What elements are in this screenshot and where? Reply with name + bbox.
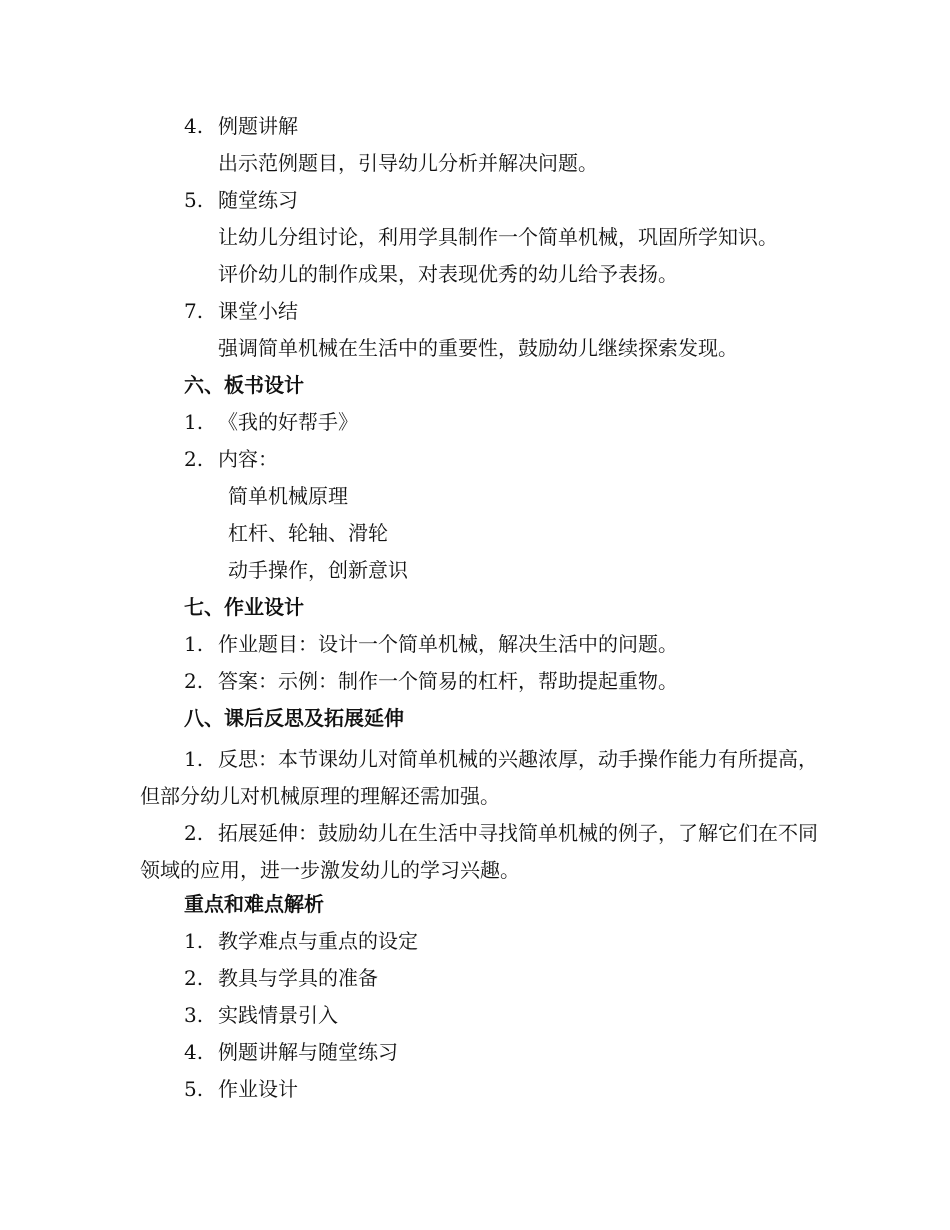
list-number: 4. <box>184 1040 204 1064</box>
section-heading-reflection: 八、课后反思及拓展延伸 <box>184 706 404 730</box>
board-content-line: 简单机械原理 <box>228 484 348 508</box>
extension-paragraph <box>140 815 820 889</box>
list-number: 2. <box>184 669 204 693</box>
list-item <box>184 1001 338 1029</box>
paragraph-text: 反思：本节课幼儿对简单机械的兴趣浓厚，动手操作能力有所提高，但部分幼儿对机械原理的理解还需加强。 <box>140 747 818 808</box>
step-7-title <box>184 297 298 325</box>
list-number: 5. <box>184 1077 204 1101</box>
list-item <box>184 408 358 436</box>
list-item <box>184 1038 398 1066</box>
list-text: 教学难点与重点的设定 <box>218 929 418 953</box>
step-4-body: 出示范例题目，引导幼儿分析并解决问题。 <box>218 151 598 175</box>
list-text: 课堂小结 <box>218 299 298 323</box>
list-number: 7. <box>184 299 204 323</box>
list-text: 答案：示例：制作一个简易的杠杆，帮助提起重物。 <box>218 669 678 693</box>
list-item <box>184 667 678 695</box>
list-text: 教具与学具的准备 <box>218 966 378 990</box>
list-text: 内容： <box>218 447 278 471</box>
list-text: 例题讲解 <box>218 114 298 138</box>
list-number: 2. <box>184 447 204 471</box>
step-5-body-1: 让幼儿分组讨论，利用学具制作一个简单机械，巩固所学知识。 <box>218 225 778 249</box>
list-number: 1. <box>184 929 204 953</box>
list-text: 《我的好帮手》 <box>218 410 358 434</box>
section-heading-board-design: 六、板书设计 <box>184 373 304 397</box>
section-heading-homework: 七、作业设计 <box>184 595 304 619</box>
list-text: 作业题目：设计一个简单机械，解决生活中的问题。 <box>218 632 678 656</box>
paragraph-text: 拓展延伸：鼓励幼儿在生活中寻找简单机械的例子，了解它们在不同领域的应用，进一步激发幼儿的学习兴趣。 <box>140 821 818 882</box>
step-4-title <box>184 112 298 140</box>
list-item <box>184 927 418 955</box>
list-number: 5. <box>184 188 204 212</box>
list-number: 1. <box>184 632 204 656</box>
board-content-line: 杠杆、轮轴、滑轮 <box>228 521 388 545</box>
step-5-body-2: 评价幼儿的制作成果，对表现优秀的幼儿给予表扬。 <box>218 262 678 286</box>
list-text: 随堂练习 <box>218 188 298 212</box>
section-heading-key-points: 重点和难点解析 <box>184 892 324 916</box>
list-number: 2. <box>184 821 204 845</box>
list-text: 实践情景引入 <box>218 1003 338 1027</box>
list-number: 4. <box>184 114 204 138</box>
board-content-line: 动手操作，创新意识 <box>228 558 408 582</box>
list-item <box>184 1075 298 1103</box>
list-number: 1. <box>184 410 204 434</box>
list-number: 2. <box>184 966 204 990</box>
step-5-title <box>184 186 298 214</box>
list-item <box>184 445 278 473</box>
step-7-body: 强调简单机械在生活中的重要性，鼓励幼儿继续探索发现。 <box>218 336 738 360</box>
list-number: 3. <box>184 1003 204 1027</box>
list-item <box>184 964 378 992</box>
list-number: 1. <box>184 747 204 771</box>
list-text: 例题讲解与随堂练习 <box>218 1040 398 1064</box>
list-item <box>184 630 678 658</box>
list-text: 作业设计 <box>218 1077 298 1101</box>
reflection-paragraph <box>140 741 820 815</box>
